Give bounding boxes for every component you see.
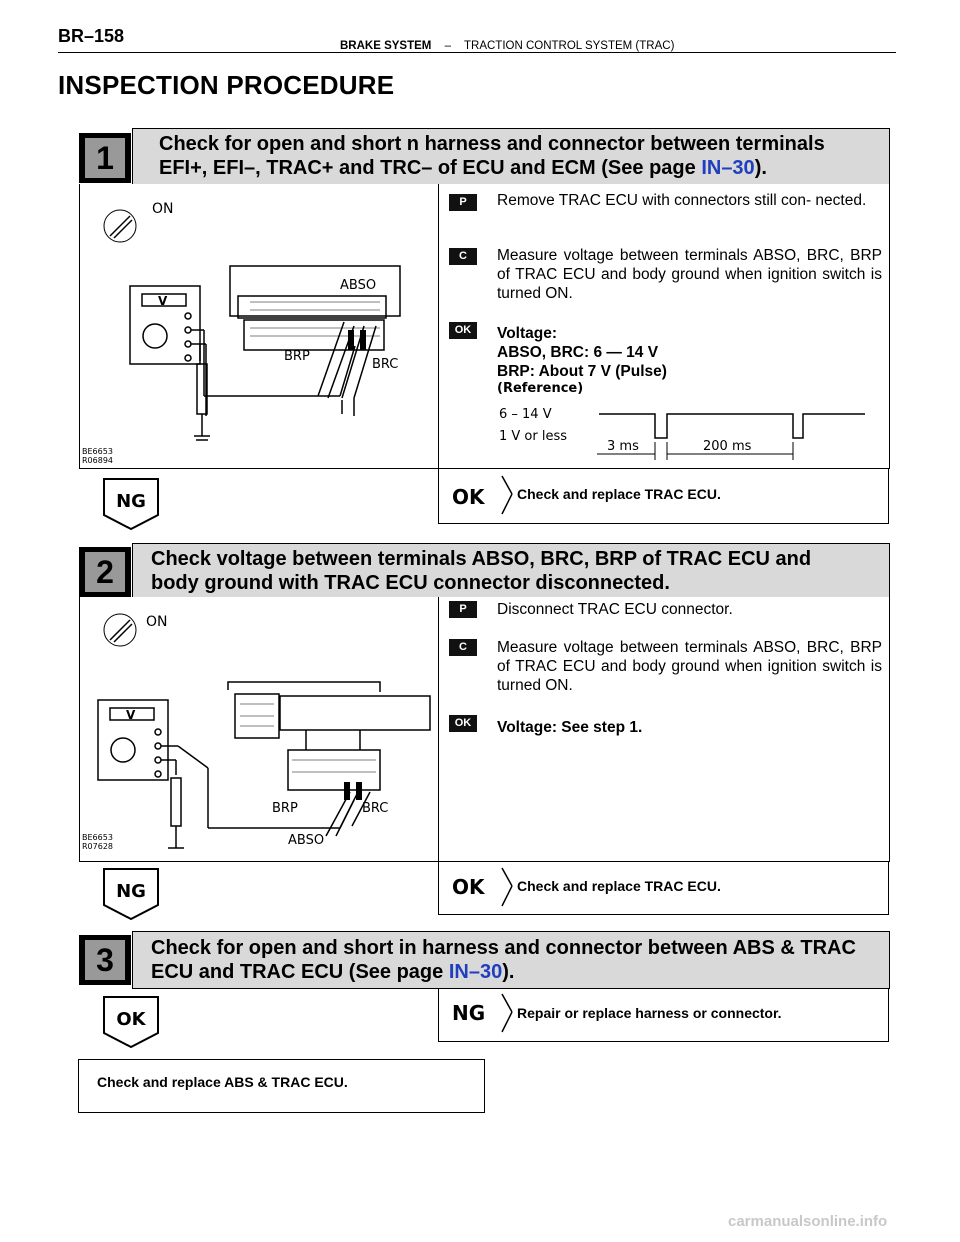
step-1-divider: [438, 184, 439, 524]
step-1-ok-label: OK: [452, 485, 485, 509]
step-3-ng-label: NG: [452, 1001, 486, 1025]
step-2-result-bottom-rule: [438, 914, 889, 915]
step-1-ok-result: Check and replace TRAC ECU.: [517, 486, 721, 502]
step-2-code2: R07628: [82, 842, 114, 851]
step-3-ok-box: [102, 995, 162, 1051]
step-2-result-right-rule: [888, 861, 889, 915]
step-1-page-link[interactable]: IN–30: [701, 157, 755, 179]
step-3-ok-label: OK: [116, 1009, 146, 1030]
header-rule: [58, 52, 896, 53]
step-2-ok-result: Check and replace TRAC ECU.: [517, 878, 721, 894]
step-2-ng-box: [102, 867, 162, 923]
step-1-prep-text: Remove TRAC ECU with connectors still con- nected.: [497, 192, 867, 209]
step-1-result-top-rule: [438, 468, 889, 469]
step-1-ok-line1: Voltage:: [497, 325, 557, 342]
step-2-result-top-rule: [438, 861, 889, 862]
step-1-waveform: [497, 398, 877, 464]
step-1-check-text: Measure voltage between terminals ABSO, BRC, BRP of TRAC ECU and body ground when ignition switch is turned ON.: [497, 247, 882, 302]
step-1-reference: (Reference): [497, 381, 584, 396]
step-2-ok-label: OK: [452, 875, 485, 899]
step-3-page-link[interactable]: IN–30: [448, 961, 503, 983]
waveform-t2: 200 ms: [703, 439, 752, 454]
header-separator: –: [444, 40, 451, 52]
step-2-diagram-brc: BRC: [362, 801, 389, 816]
step-1-diagram-brc: BRC: [372, 357, 399, 372]
step-2-ok-text: Voltage: See step 1.: [497, 719, 643, 736]
step-2-diagram-on: ON: [146, 614, 168, 630]
step-1-title-line2: EFI+, EFI–, TRAC+ and TRC– of ECU and ECM (See page IN–30).: [159, 157, 767, 179]
step-1-title-line1: Check for open and short n harness and connector between terminals: [159, 133, 825, 155]
step-3-number: 3: [79, 935, 131, 985]
step-2-divider: [438, 597, 439, 915]
step-3-ng-arrow: [448, 990, 518, 1038]
step-2-code1: BE6653: [82, 833, 113, 842]
step-3-title-line1: Check for open and short in harness and connector between ABS & TRAC: [151, 937, 856, 959]
step-2-title-line2: body ground with TRAC ECU connector disconnected.: [151, 572, 670, 594]
step-1-title-bar: [132, 128, 890, 186]
step-2-title-bar: [132, 543, 890, 599]
step-1-result-right-rule: [888, 468, 889, 524]
step-2-diagram-abso: ABSO: [288, 833, 325, 848]
step-1-ng-box: [102, 477, 162, 533]
step-1-diagram-abso: ABSO: [340, 278, 377, 293]
step-1-diagram-brp: BRP: [284, 349, 310, 364]
step-3-result-right-rule: [888, 988, 889, 1042]
waveform-t1: 3 ms: [607, 439, 639, 454]
step-1-number: 1: [79, 133, 131, 183]
step-3-ng-result: Repair or replace harness or connector.: [517, 1005, 782, 1021]
running-header: [340, 40, 674, 52]
step-1-wiring-diagram: [80, 186, 436, 466]
page-title: INSPECTION PROCEDURE: [58, 70, 395, 100]
step-1-result-bottom-rule: [438, 523, 889, 524]
step-1-ok-line2: ABSO, BRC: 6 — 14 V: [497, 344, 659, 361]
page-number: BR–158: [58, 26, 125, 46]
step-2-prep-badge: P: [449, 601, 477, 618]
header-section: BRAKE SYSTEM: [340, 40, 432, 52]
step-1-meter-v: V: [158, 294, 168, 308]
step-1-code1: BE6653: [82, 447, 113, 456]
step-1-diagram-on: ON: [152, 201, 174, 217]
step-2-check-badge: C: [449, 639, 477, 656]
header-subsection: TRACTION CONTROL SYSTEM (TRAC): [463, 40, 675, 52]
waveform-high-label: 6 – 14 V: [499, 407, 552, 422]
step-2-diagram-brp: BRP: [272, 801, 298, 816]
step-1-ok-arrow: [448, 472, 518, 520]
step-3-title-line2: ECU and TRAC ECU (See page IN–30).: [151, 961, 515, 983]
watermark: carmanualsonline.info: [728, 1213, 888, 1230]
step-2-title-line1: Check voltage between terminals ABSO, BRC, BRP of TRAC ECU and: [151, 548, 812, 570]
step-1-ng-label: NG: [116, 491, 146, 512]
step-1-ok-badge: OK: [449, 322, 477, 339]
step-3-divider: [438, 988, 439, 1042]
step-2-number: 2: [79, 547, 131, 597]
step-1-ok-line3: BRP: About 7 V (Pulse): [497, 363, 667, 380]
final-action-box: [78, 1059, 485, 1113]
step-3-title-bar: [132, 931, 890, 989]
step-1-prep-badge: P: [449, 194, 477, 211]
step-1-check-badge: C: [449, 248, 477, 265]
step-2-check-text: Measure voltage between terminals ABSO, BRC, BRP of TRAC ECU and body ground when ignition switch is turned ON.: [497, 639, 882, 694]
final-action-text: Check and replace ABS & TRAC ECU.: [97, 1074, 348, 1090]
step-2-ng-label: NG: [116, 881, 146, 902]
step-2-wiring-diagram: [80, 600, 436, 860]
step-1-code2: R06894: [82, 456, 114, 465]
step-2-meter-v: V: [126, 708, 136, 722]
step-3-result-bottom-rule: [438, 1041, 889, 1042]
waveform-low-label: 1 V or less: [499, 429, 568, 444]
step-2-ok-badge: OK: [449, 715, 477, 732]
step-2-ok-arrow: [448, 864, 518, 912]
step-2-prep-text: Disconnect TRAC ECU connector.: [497, 601, 733, 618]
